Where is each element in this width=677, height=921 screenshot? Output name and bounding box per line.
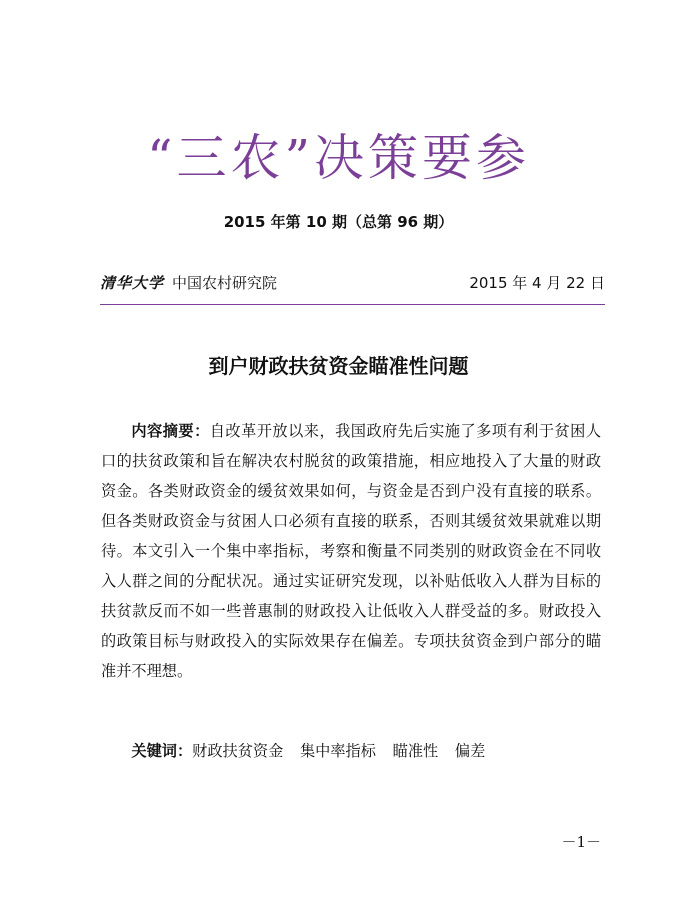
publisher <box>100 272 277 294</box>
header-divider <box>100 304 605 305</box>
publication-date: 2015 年 4 月 22 日 <box>469 274 605 292</box>
keywords-label: 关键词： <box>131 742 193 760</box>
keyword-item: 财政扶贫资金 <box>192 742 284 760</box>
issue-number: 2015 年第 10 期（总第 96 期） <box>223 213 454 231</box>
abstract-label: 内容摘要： <box>131 422 210 440</box>
abstract-text: 自改革开放以来，我国政府先后实施了多项有利于贫困人口的扶贫政策和旨在解决农村脱贫的政策措施，相应地投入了大量的财政资金。各类财政资金的缓贫效果如何，与资金是否到户没有直接的联系。但各类财政资金与贫困人口必须有直接的联系，否则其缓贫效果就难以期待。本文引入一个集中率指标，考察和衡量不同类别的财政资金在不同收入人群之间的分配状况。通过实证研究发现，以补贴低收入人群为目标的扶贫款反而不如一些普惠制的财政投入让低收入人群受益的多。财政投入的政策目标与财政投入的实际效果存在偏差。专项扶贫资金到户部分的瞄准并不理想。 <box>101 422 602 680</box>
masthead-title: “三农”决策要参 <box>146 129 531 187</box>
header-row <box>100 272 605 296</box>
keywords-line <box>101 736 601 766</box>
institute-name: 中国农村研究院 <box>172 274 278 292</box>
keyword-item: 瞄准性 <box>392 742 439 760</box>
keyword-item: 集中率指标 <box>299 742 376 760</box>
keyword-item: 偏差 <box>454 742 486 760</box>
university-logo-text: 清华大学 <box>100 274 165 292</box>
abstract-paragraph <box>101 416 601 686</box>
page-number: －1－ <box>561 833 601 851</box>
document-title: 到户财政扶贫资金瞄准性问题 <box>208 354 469 378</box>
